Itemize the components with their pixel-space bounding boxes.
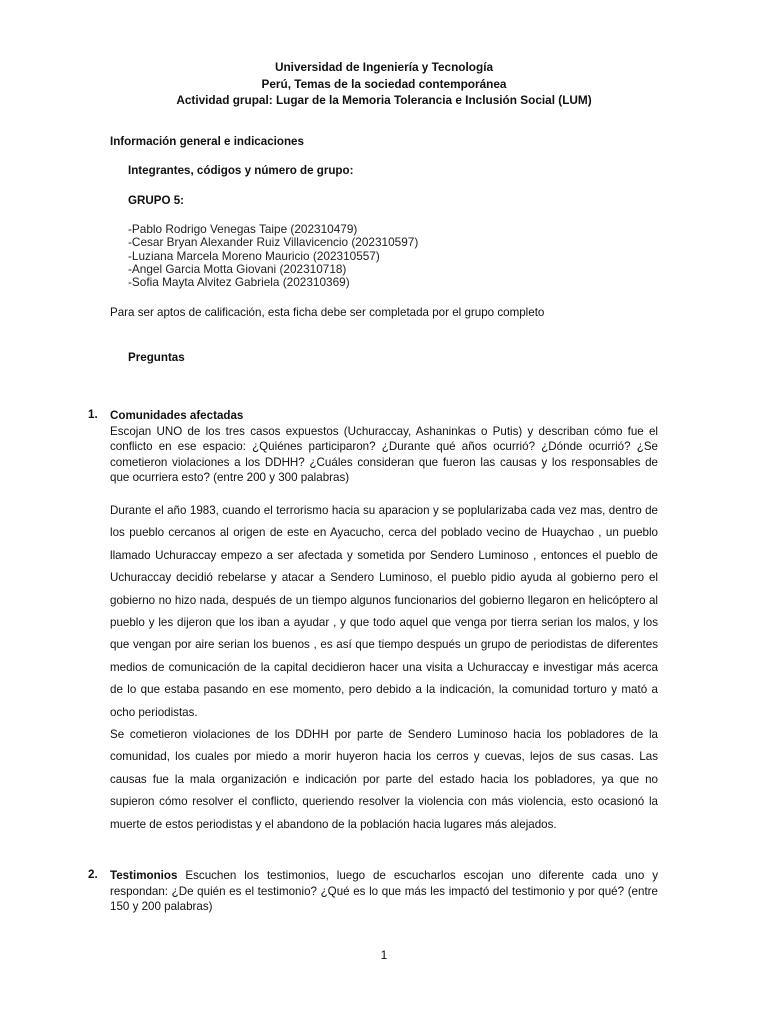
member-item: -Angel Garcia Motta Giovani (202310718) xyxy=(128,261,347,276)
members-list xyxy=(128,223,418,289)
question-2 xyxy=(110,868,658,915)
page-number: 1 xyxy=(380,948,388,962)
question-1-prompt: Escojan UNO de los tres casos expuestos (Uchuraccay, Ashaninkas o Putis) y describan cómo fue el conflicto en ese espacio: ¿Quiénes participaron? ¿Durante qué años ocurrió? ¿Dónde ocurrió? ¿Se cometieron violaciones a los DDHH? ¿Cuáles consideran que fueron las causas y los responsables de que ocurriera esto? (entre 200 y 300 palabras) xyxy=(110,424,658,485)
member-item: -Sofia Mayta Alvitez Gabriela (202310369) xyxy=(128,275,350,290)
question-1-number: 1. xyxy=(88,408,98,421)
document-header xyxy=(0,59,768,109)
question-2-number: 2. xyxy=(88,868,98,881)
members-heading: Integrantes, códigos y número de grupo: xyxy=(128,164,354,177)
answer-paragraph: Se cometieron violaciones de los DDHH por parte de Sendero Luminoso hacia los pobladores de la comunidad, los cuales por miedo a morir huyeron hacia los cerros y cuevas, lejos de sus casas. Las causas fue la mala organización e indicación por parte del estado hacia los pobladores, ya que no supieron cómo resolver el conflicto, queriendo resolver la violencia con más violencia, esto ocasionó la muerte de estos periodistas y el abandono de la población hacia lugares más alejados. xyxy=(110,728,658,831)
general-info-heading: Información general e indicaciones xyxy=(110,135,304,148)
member-item: -Pablo Rodrigo Venegas Taipe (202310479) xyxy=(128,222,358,236)
question-1-title: Comunidades afectadas xyxy=(110,409,244,422)
question-1-answer xyxy=(110,500,658,836)
question-2-title: Testimonios xyxy=(110,869,178,882)
group-label: GRUPO 5: xyxy=(128,194,185,207)
completion-note: Para ser aptos de calificación, esta ficha debe ser completada por el grupo completo xyxy=(110,306,545,319)
answer-paragraph: Durante el año 1983, cuando el terrorismo hacia su aparacion y se poplularizaba cada vez mas, dentro de los pueblo cercanos al origen de este en Ayacucho, cerca del poblado vecino de Huaychao , un pueblo llamado Uchuraccay empezo a ser afectada y sometida por Sendero Luminoso , entonces el pueblo de Uchuraccay decidió rebelarse y atacar a Sendero Luminoso, el pueblo pidio ayuda al gobierno pero el gobierno no hizo nada, después de un tiempo algunos funcionarios del gobierno llegaron en helicóptero al pueblo y les dijeron que los iban a ayudar , y que todo aquel que venga por tierra serian los malos, y los que vengan por aire serian los buenos , es así que tiempo después un grupo de periodistas de diferentes medios de comunicación de la capital decidieron hacer una visita a Uchuraccay e investigar más acerca de lo que estaba pasando en ese momento, pero debido a la indicación, la comunidad torturo y mató a ocho periodistas. xyxy=(110,504,658,719)
header-course: Perú, Temas de la sociedad contemporánea xyxy=(261,76,507,91)
header-activity: Actividad grupal: Lugar de la Memoria Tolerancia e Inclusión Social (LUM) xyxy=(176,93,592,107)
header-university: Universidad de Ingeniería y Tecnología xyxy=(274,60,494,74)
member-item: -Luziana Marcela Moreno Mauricio (202310557) xyxy=(128,248,380,263)
questions-heading: Preguntas xyxy=(128,351,185,364)
question-2-prompt: Escuchen los testimonios, luego de escucharlos escojan uno diferente cada uno y respondan: ¿De quién es el testimonio? ¿Qué es lo que más les impactó del testimonio y por qué? (entre 150 y 200 palabras) xyxy=(110,869,658,914)
member-item: -Cesar Bryan Alexander Ruiz Villavicencio (202310597) xyxy=(128,235,419,250)
question-1 xyxy=(110,408,658,486)
